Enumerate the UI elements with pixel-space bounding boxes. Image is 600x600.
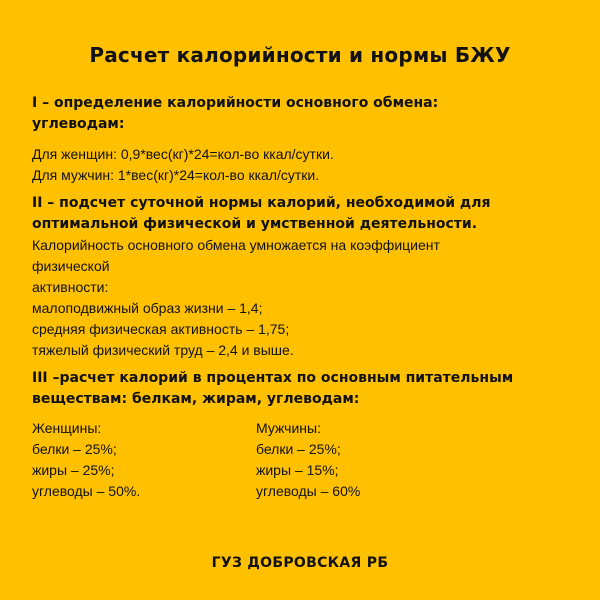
section3-heading-line2: веществам: белкам, жирам, углеводам: [32,391,360,407]
women-label: Женщины: [32,420,102,436]
page-title: Расчет калорийности и нормы БЖУ [89,43,511,67]
women-protein: белки – 25%; [32,441,117,457]
section2-heading-line1: II – подсчет суточной нормы калорий, необходимой для [32,195,491,211]
macronutrient-columns [32,418,572,502]
activity-level-heavy: тяжелый физический труд – 2,4 и выше. [32,342,294,358]
men-column [256,418,516,502]
section3-heading-line1: III –расчет калорий в процентах по основным питательным [32,370,514,386]
footer-organization: ГУЗ ДОБРОВСКАЯ РБ [211,555,389,571]
men-label: Мужчины: [256,420,321,436]
section-macronutrients [32,368,572,502]
men-protein: белки – 25%; [256,441,341,457]
women-carbs: углеводы – 50%. [32,483,141,499]
men-fat: жиры – 15%; [256,462,339,478]
activity-level-moderate: средняя физическая активность – 1,75; [32,321,290,337]
women-fat: жиры – 25%; [32,462,115,478]
section-daily-calories [32,193,572,361]
section2-text-line2: физической [32,258,110,274]
section2-heading-line2: оптимальной физической и умственной деятельности. [32,216,478,232]
formula-men: Для мужчин: 1*вес(кг)*24=кол-во ккал/сутки. [32,167,320,183]
women-column [32,418,256,502]
section2-text-line1: Калорийность основного обмена умножается на коэффициент [32,237,440,253]
content [32,93,572,502]
section2-text-line3: активности: [32,279,109,295]
section1-heading-line1: I – определение калорийности основного обмена: [32,95,439,111]
section-basal-metabolism [32,93,572,186]
section1-heading-line2: углеводам: [32,116,125,132]
formula-women: Для женщин: 0,9*вес(кг)*24=кол-во ккал/сутки. [32,146,334,162]
men-carbs: углеводы – 60% [256,483,361,499]
activity-level-sedentary: малоподвижный образ жизни – 1,4; [32,300,263,316]
